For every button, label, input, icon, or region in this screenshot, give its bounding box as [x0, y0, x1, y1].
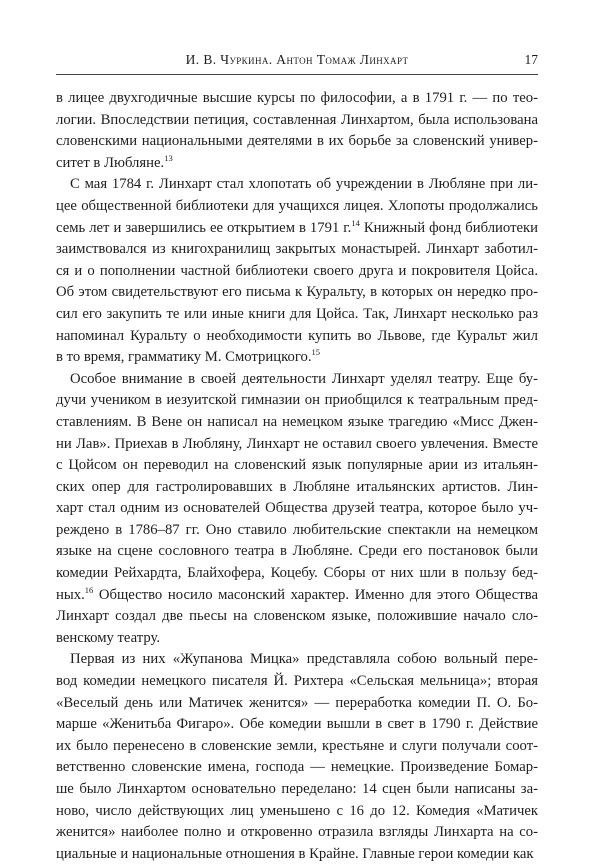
line-text: ных. — [56, 586, 85, 603]
line-text: циальные и национальные отношения в Крайне. Главные герои комедии как — [56, 845, 534, 862]
line-text: напоминал Куральту о необходимости купить во Львове, где Куральт жил — [56, 327, 538, 344]
line-text: их было перенесено в словенские земли, крестьяне и слуги получали соот- — [56, 737, 538, 754]
text-line — [56, 822, 538, 844]
text-line — [56, 585, 538, 607]
paragraph — [56, 649, 538, 865]
text-line — [56, 261, 538, 283]
paragraph — [56, 369, 538, 650]
paragraph — [56, 174, 538, 368]
line-text: марше «Женитьба Фигаро». Обе комедии вышли в свет в 1790 г. Действие — [56, 716, 538, 733]
text-line — [56, 131, 538, 153]
text-line — [56, 736, 538, 758]
text-line — [56, 844, 538, 865]
line-text: с Цойсом он переводил на словенский язык популярные арии из итальян- — [56, 457, 538, 474]
line-text: ставлениям. В Вене он написал на немецком языке трагедию «Мисс Джен- — [56, 413, 538, 430]
text-line — [56, 88, 538, 110]
line-text: венскому театру. — [56, 629, 161, 646]
text-line — [56, 714, 538, 736]
line-text: сил его закупить те или иные книги для Цойса. Так, Линхарт несколько раз — [56, 305, 538, 322]
line-text: языке на сцене сословного театра в Любляне. Среди его постановок были — [56, 543, 538, 560]
line-text: харт стал одним из основателей Общества друзей театра, которое было уч- — [56, 500, 538, 517]
line-text: реждено в 1786–87 гг. Оно ставило любительские спектакли на немецком — [56, 521, 538, 538]
line-text: С мая 1784 г. Линхарт стал хлопотать об учреждении в Любляне при ли- — [70, 176, 538, 193]
text-line — [56, 541, 538, 563]
text-line — [56, 110, 538, 132]
text-line — [56, 239, 538, 261]
text-line — [56, 304, 538, 326]
line-text: Об этом свидетельствуют его письма к Куральту, в которых он нередко про- — [56, 284, 538, 301]
line-text: женится» наиболее полно и откровенно отразила взгляды Линхарта на со- — [56, 824, 538, 841]
body-text — [56, 88, 538, 865]
text-line — [56, 498, 538, 520]
text-line — [56, 779, 538, 801]
line-text: словенскими национальными деятелями в их борьбе за словенский универ- — [56, 133, 538, 150]
page-number: 17 — [524, 52, 538, 67]
text-line — [56, 671, 538, 693]
line-text: в лицее двухгодичные высшие курсы по философии, а в 1791 г. — по тео- — [56, 90, 538, 106]
line-text: логии. Впоследствии петиция, составленная Линхартом, была использована — [56, 111, 538, 128]
footnote-ref[interactable]: 13 — [164, 152, 173, 163]
line-text-continued: Книжный фонд библиотеки — [359, 219, 538, 236]
text-line — [56, 347, 538, 369]
line-text: в то время, грамматику М. Смотрицкого. — [56, 349, 312, 366]
line-text: цее общественной библиотеки для учащихся лицея. Хлопоты продолжались — [56, 197, 538, 214]
text-line — [56, 455, 538, 477]
line-text: ветственно словенские имена, господа — немецкие. Произведение Бомар- — [56, 759, 538, 776]
text-line — [56, 412, 538, 434]
footnote-ref[interactable]: 14 — [351, 217, 360, 228]
line-text: ни Лав». Приехав в Любляну, Линхарт не оставил своего увлечения. Вместе — [56, 435, 538, 452]
text-line — [56, 174, 538, 196]
text-line — [56, 520, 538, 542]
text-line — [56, 628, 538, 650]
line-text: семь лет и завершились ее открытием в 1791 г. — [56, 219, 352, 236]
text-line — [56, 196, 538, 218]
line-text: Линхарт создал две пьесы на словенском языке, положившие начало сло- — [56, 608, 538, 625]
line-text-continued: Общество носило масонский характер. Именно для этого Общества — [93, 586, 538, 603]
text-line — [56, 757, 538, 779]
text-line — [56, 606, 538, 628]
text-line — [56, 649, 538, 671]
line-text: вод комедии немецкого писателя Й. Рихтера «Сельская мельница»; вторая — [56, 673, 538, 690]
line-text: «Веселый день или Матичек женится» — переработка комедии П. О. Бо- — [56, 694, 538, 711]
line-text: ново, число действующих лиц уменьшено с 16 до 12. Комедия «Матичек — [56, 802, 538, 819]
footnote-ref[interactable]: 16 — [84, 584, 94, 595]
text-line — [56, 282, 538, 304]
text-line — [56, 153, 538, 175]
line-text: Первая из них «Жупанова Мицка» представляла собою вольный пере- — [70, 651, 538, 668]
text-line — [56, 563, 538, 585]
line-text: комедии Рейхардта, Блайхофера, Коцебу. Сборы от них шли в пользу бед- — [56, 565, 538, 582]
page-header — [56, 44, 538, 75]
line-text: ся и о пополнении частной библиотеки своего друга и покровителя Цойса. — [56, 262, 538, 279]
text-line — [56, 326, 538, 348]
line-text: Особое внимание в своей деятельности Линхарт уделял театру. Еще бу- — [70, 370, 538, 387]
line-text: дучи учеником в иезуитской гимназии он приобщился к театральным пред- — [56, 392, 538, 409]
text-line — [56, 801, 538, 823]
line-text: ских опер для гастролировавших в Любляне итальянских артистов. Лин- — [56, 478, 538, 495]
running-head: И. В. Чуркина. Антон Томаж Линхарт — [185, 52, 409, 67]
line-text: ше было Линхартом основательно переделано: 14 сцен были написаны за- — [56, 781, 538, 797]
line-text: заимствовался из книгохранилищ закрытых монастырей. Линхарт заботил- — [56, 241, 538, 258]
text-line — [56, 369, 538, 391]
text-line — [56, 477, 538, 499]
text-line — [56, 693, 538, 715]
text-line — [56, 434, 538, 456]
text-line — [56, 390, 538, 412]
paragraph — [56, 88, 538, 174]
line-text: ситет в Любляне. — [56, 154, 165, 171]
footnote-ref[interactable]: 15 — [311, 347, 320, 358]
text-line — [56, 218, 538, 240]
